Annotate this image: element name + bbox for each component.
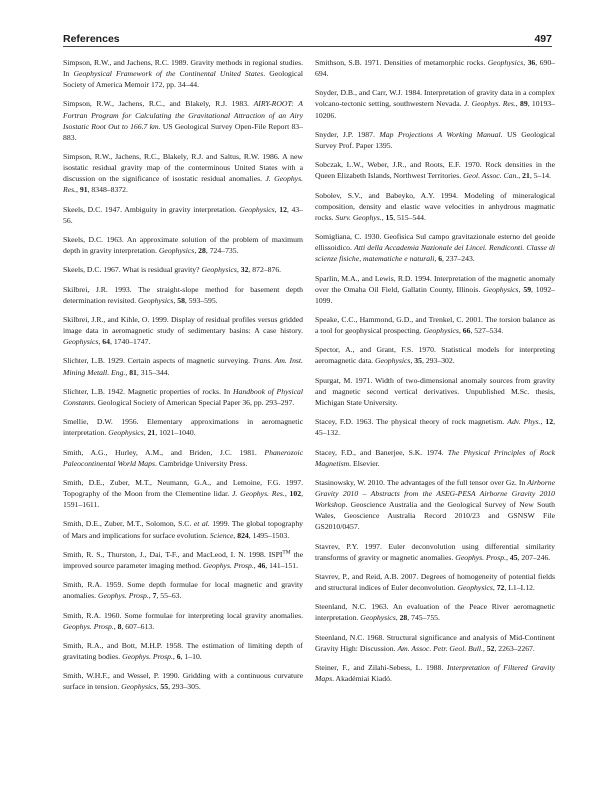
reference-italic: J. Geophys. Res. [463,99,516,109]
reference-volume: 66 [462,326,471,336]
reference-text: , 593–595. [184,295,218,305]
reference-italic: Airborne Gravity 2010 – Abstracts from the ASEG-PESA Airborne Gravity 2010 Workshop [315,477,555,510]
reference-entry [63,386,303,408]
reference-volume: 91 [79,185,88,195]
reference-text: , 55–63. [156,591,182,601]
reference-text: , [284,489,290,499]
reference-text: , [274,204,280,214]
reference-italic: J. Geophys. Res. [63,174,304,195]
reference-volume: 21 [522,171,530,181]
reference-entry [63,670,303,692]
reference-volume: 81 [129,367,137,377]
reference-text: , [381,212,386,222]
reference-volume: 8 [117,621,122,631]
reference-entry [63,314,303,347]
reference-entry [63,264,303,275]
reference-text: , 527–534. [470,326,504,336]
reference-text: , [76,185,80,195]
reference-italic: Geophys. Prosp. [455,552,507,562]
reference-text: , 237–243. [442,254,475,264]
reference-text: , [540,417,546,427]
reference-entry [315,541,555,563]
reference-italic: J. Geophys. Res. [232,489,285,499]
reference-text: Skeels, D.C. 1963. An approximate solution of the problem of maximum depth in gravity interpretation. [63,234,303,256]
reference-italic: Interpretation of Filtered Gravity Maps [315,663,555,684]
reference-text: Steenland, N.C. 1963. An evaluation of the Peace River aeromagnetic interpretation. [315,602,555,623]
reference-text: , 1495–1503. [248,530,290,540]
reference-entry [315,632,555,654]
reference-italic: Geophysics [487,58,524,67]
reference-volume: 46 [257,560,266,570]
reference-entry [63,447,303,469]
reference-text: Stacey, F.D., and Banerjee, S.K. 1974. [315,447,448,457]
reference-text: Stacey, F.D. 1963. The physical theory of rock magnetism. [315,417,508,427]
reference-volume: 15 [385,212,394,222]
reference-text: Skilbrei, J.R. 1993. The straight-slope method for basement depth determination revisited. [63,284,303,305]
reference-text: , [233,530,238,540]
reference-italic: Geol. Assoc. Can. [463,171,519,181]
reference-text: , [410,356,415,366]
reference-volume: 21 [147,428,156,438]
reference-text: , [236,265,241,275]
reference-text: . US Geological Survey Prof. Paper 1395. [315,129,555,150]
reference-text: , 293–305. [168,682,201,692]
reference-text: Sobczak, L.W., Weber, J.R., and Roots, E.F. 1970. Rock densities in the Queen Elizabeth Islands, Northwest Territories. [315,160,555,181]
reference-text: . US Geological Survey Open-File Report 83–883. [63,121,303,142]
reference-text: , 872–876. [248,265,282,275]
reference-italic: Geophysics [360,613,396,623]
reference-text: . Geoscience Australia and the Geological Survey of New South Wales, Geoscience Australia Record 2010/23 and GSNSW File GS2010/0457. [315,500,555,532]
reference-italic: Surv. Geophys. [335,212,382,222]
reference-entry [315,344,555,366]
reference-volume: 28 [399,613,408,623]
reference-entry [63,284,303,306]
reference-entry [63,640,303,662]
reference-italic: Geophysics [374,356,411,366]
reference-italic: Geophysics [158,246,195,256]
reference-entry [63,204,303,226]
reference-entry [315,87,555,120]
reference-text: , 1–10. [180,652,202,662]
reference-text: , [492,583,497,593]
reference-text: Smith, D.E., Zuber, M.T., Neumann, G.A., and Lemoine, F.G. 1997. Topography of the Moon from the Clementine lidar. [63,477,303,499]
reference-entry [315,159,555,181]
reference-text: , [173,295,178,305]
reference-text: the improved source parameter imaging method. [63,549,303,570]
reference-entry [315,231,555,264]
reference-text: 1999. The global topography of Mars and implications for surface evolution. [63,519,304,540]
reference-volume: 35 [414,356,422,366]
reference-text: Smith, D.E., Zuber, M.T., Solomon, S.C. [63,519,194,529]
reference-text: , 690–694. [315,58,556,79]
reference-text: , 724–735. [205,246,239,256]
reference-text: , [515,99,520,109]
reference-entry [315,571,555,593]
reference-entry [63,234,303,256]
reference-italic: Phanerozoic Paleocontinental World Maps [63,447,303,468]
reference-entry [315,447,555,469]
reference-text: . Elsevier. [349,458,380,468]
reference-text: , 1092–1099. [315,284,556,305]
left-column [63,57,303,701]
reference-text: , [434,254,439,264]
reference-italic: Geophysics [457,583,493,593]
reference-text: Smith, R.A., and Bott, M.H.P. 1958. The estimation of limiting depth of gravitating bodies. [63,640,303,662]
reference-text: Steiner, F., and Zilahi-Sebess, L. 1988. [315,663,448,673]
reference-entry [63,57,303,90]
reference-text: Slichter, L.B. 1942. Magnetic properties of rocks. In [63,386,233,396]
reference-superscript: TM [282,549,291,556]
reference-text: , 45–132. [315,417,556,438]
reference-text: Slichter, L.B. 1929. Certain aspects of magnetic surveying. [63,356,253,366]
reference-text: , [395,613,400,623]
reference-volume: 89 [520,99,528,109]
reference-text: , [143,428,148,438]
reference-volume: 45 [509,552,518,562]
reference-text: Stavrev, P.Y. 1997. Euler deconvolution using differential similarity transforms of gravity or magnetic anomalies. [315,541,555,562]
reference-text: , [125,367,130,377]
reference-text: Snyder, J.P. 1987. [315,129,380,139]
reference-volume: 72 [496,583,505,593]
reference-text: Stavrev, P., and Reid, A.B. 2007. Degrees of homogeneity of potential fields and structural indices of Euler deconvolution. [315,572,555,593]
reference-italic: Geophys. Prosp. [98,591,149,601]
reference-volume: 59 [523,284,532,294]
reference-italic: Geophysics [423,326,459,336]
reference-text: , 515–544. [393,212,426,222]
reference-volume: 102 [289,489,302,499]
reference-text: , 1021–1040. [155,428,196,438]
reference-italic: Handbook of Physical Constants [63,386,304,407]
reference-text: Smith, W.H.F., and Wessel, P. 1990. Gridding with a continuous curvature surface in tension. [63,671,303,692]
reference-text: Speake, C.C., Hammond, G.D., and Trenkel, C. 2001. The torsion balance as a tool for geophysical prospecting. [315,315,555,336]
reference-italic: Atti della Accademia Nazionale dei Lincei. Rendiconti. Classe di scienze fisiche, matematiche e naturali [315,243,555,264]
reference-entry [63,416,303,438]
section-title: References [63,33,120,45]
reference-text: , [156,682,161,692]
reference-text: , [482,643,487,653]
reference-text: Sobolev, S.V., and Babeyko, A.Y. 1994. Modeling of mineralogical composition, density and elastic wave velocities in anhydrous magmatic rocks. [315,190,555,222]
reference-entry [315,129,555,151]
reference-italic: Trans. Am. Inst. Mining Metall. Eng. [63,356,303,377]
reference-entry [315,273,555,306]
reference-text: , [518,171,523,181]
header-rule [63,46,552,47]
reference-entry [315,477,555,532]
reference-entry [63,518,303,540]
reference-text: , 8348–8372. [87,185,128,195]
reference-volume: 6 [438,254,443,264]
reference-volume: 36 [527,58,536,67]
reference-volume: 824 [237,530,249,540]
reference-text: . Akadémiai Kiadó. [332,674,392,684]
reference-volume: 28 [198,246,206,256]
reference-text: Spurgat, M. 1971. Width of two-dimensional anomaly sources from gravity and magnetic second vertical derivatives. Unpublished M.Sc. thesis, Michigan State University. [315,375,555,407]
reference-text: Skeels, D.C. 1967. What is residual gravity? [63,265,202,275]
reference-text: , 10193–10206. [315,99,555,120]
reference-volume: 32 [240,265,249,275]
reference-text: , [506,552,510,562]
reference-italic: Geophys. Prosp. [122,652,173,662]
reference-text: Simpson, R.W., Jachens, R.C., Blakely, R.J. and Saltus, R.W. 1986. A new isostatic residual gravity map of the conterminous United States with a discussion on the significance of isostatic residual anomalies. [63,152,303,184]
reference-italic: Geophysics [201,265,237,275]
reference-text: Steenland, N.C. 1968. Structural significance and analysis of Mid-Continent Gravity High: Discussion. [315,632,555,653]
reference-entry [315,190,555,223]
reference-text: , [172,652,177,662]
reference-volume: 12 [545,417,554,427]
reference-italic: Am. Assoc. Petr. Geol. Bull. [397,643,483,653]
right-column [315,57,555,693]
reference-italic: Adv. Phys. [507,417,541,427]
reference-entry [63,610,303,632]
reference-text: , 1591–1611. [63,489,303,510]
reference-text: Smith, R. S., Thurston, J., Dai, T-F., and MacLeod, I. N. 1998. ISPI [63,549,283,559]
reference-italic: The Physical Principles of Rock Magnetism [315,447,555,468]
reference-text: Spector, A., and Grant, F.S. 1970. Statistical models for interpreting aeromagnetic data. [315,345,555,366]
reference-entry [63,579,303,601]
reference-text: , 5–14. [529,171,551,181]
reference-text: , 1740–1747. [109,337,151,347]
reference-entry [315,57,555,79]
reference-italic: Geophysics [239,204,275,214]
reference-volume: 12 [279,204,287,214]
reference-text: , 315–344. [136,367,170,377]
reference-text: Skeels, D.C. 1947. Ambiguity in gravity interpretation. [63,204,240,214]
reference-text: Smith, R.A. 1959. Some depth formulae for local magnetic and gravity anomalies. [63,580,303,601]
reference-italic: Geophysics [483,284,519,294]
reference-volume: 58 [177,295,185,305]
reference-text: Simpson, R.W., and Jachens, R.C. 1989. Gravity methods in regional studies. In [63,58,303,79]
reference-entry [63,477,303,510]
reference-text: , 293–302. [421,356,455,366]
reference-text: , 2263–2267. [494,643,535,653]
reference-volume: 7 [152,591,157,601]
reference-entry [63,549,303,571]
reference-text: . Geological Society of America Memoir 172, pp. 34–44. [63,69,303,90]
reference-text: Smellie, D.W. 1956. Elementary approximations in aeromagnetic interpretation. [63,417,303,438]
reference-volume: 64 [102,337,110,347]
reference-entry [315,416,555,438]
reference-entry [315,375,555,408]
reference-text: , [458,326,463,336]
reference-italic: Geophysics [108,428,144,438]
reference-italic: Geophys. Prosp. [63,621,114,631]
reference-text: , 207–246. [517,552,551,562]
reference-text: Simpson, R.W., Jachens, R.C., and Blakely, R.J. 1983. [63,99,254,109]
reference-text: . Geological Society of American Special Paper 36, pp. 293–297. [93,397,295,407]
reference-italic: Geophysics [121,682,157,692]
reference-text: , 141–151. [265,560,298,570]
reference-volume: 55 [160,682,169,692]
reference-text: , 745–755. [407,613,440,623]
reference-entry [63,355,303,377]
reference-text: Stasinowsky, W. 2010. The advantages of the full tensor over Gz. In [315,477,528,487]
reference-text: Somigliana, C. 1930. Geofisica Sul campo gravitazionale esterno del geoide ellissoidico. [315,232,555,253]
reference-text: Skilbrei, J.R., and Kihle, O. 1999. Display of residual profiles versus gridded image data in aeromagnetic study of sedimentary basins: A case history. [63,315,303,336]
reference-entry [315,601,555,623]
reference-italic: Map Projections A Working Manual [379,129,501,139]
page-number: 497 [534,33,552,45]
reference-text: Smith, R.A. 1960. Some formulae for interpreting local gravity anomalies. [63,610,303,620]
reference-italic: Geophysics [137,295,174,305]
reference-italic: Geophys. Prosp. [203,560,254,570]
reference-text: , [523,58,528,67]
reference-text: , L1–L12. [504,583,535,593]
reference-text: . Cambridge University Press. [154,458,248,468]
reference-entry [63,151,303,195]
reference-text: , 43–56. [63,204,304,225]
reference-text: , [518,284,524,294]
reference-text: , [194,246,199,256]
reference-entry [315,662,555,684]
reference-entry [315,314,555,336]
reference-text: , [253,560,258,570]
reference-text: Smithson, S.B. 1971. Densities of metamorphic rocks. [315,58,488,67]
reference-italic: Geophysical Framework of the Continental United States [73,69,264,79]
reference-volume: 6 [176,652,181,662]
reference-text: Sparlin, M.A., and Lewis, R.D. 1994. Interpretation of the magnetic anomaly over the Omaha Oil Field, Gallatin County, Illinois. [315,273,555,294]
reference-italic: AIRY-ROOT: A Fortran Program for Calculating the Gravitational Attraction of an Airy Isostatic Root Out to 166.7 km [63,99,303,131]
reference-italic: et al. [193,519,210,529]
reference-italic: Science [209,530,234,540]
reference-text: , [98,337,103,347]
reference-text: , [148,591,153,601]
reference-text: Snyder, D.B., and Carr, W.J. 1984. Interpretation of gravity data in a complex volcano-tectonic setting, southwestern Nevada. [315,88,555,109]
reference-italic: Geophysics [63,337,99,347]
reference-text: , 607–613. [121,621,155,631]
reference-entry [63,98,303,142]
reference-volume: 52 [486,643,495,653]
reference-text: , [113,621,118,631]
reference-text: Smith, A.G., Hurley, A.M., and Briden, J.C. 1981. [63,447,265,457]
